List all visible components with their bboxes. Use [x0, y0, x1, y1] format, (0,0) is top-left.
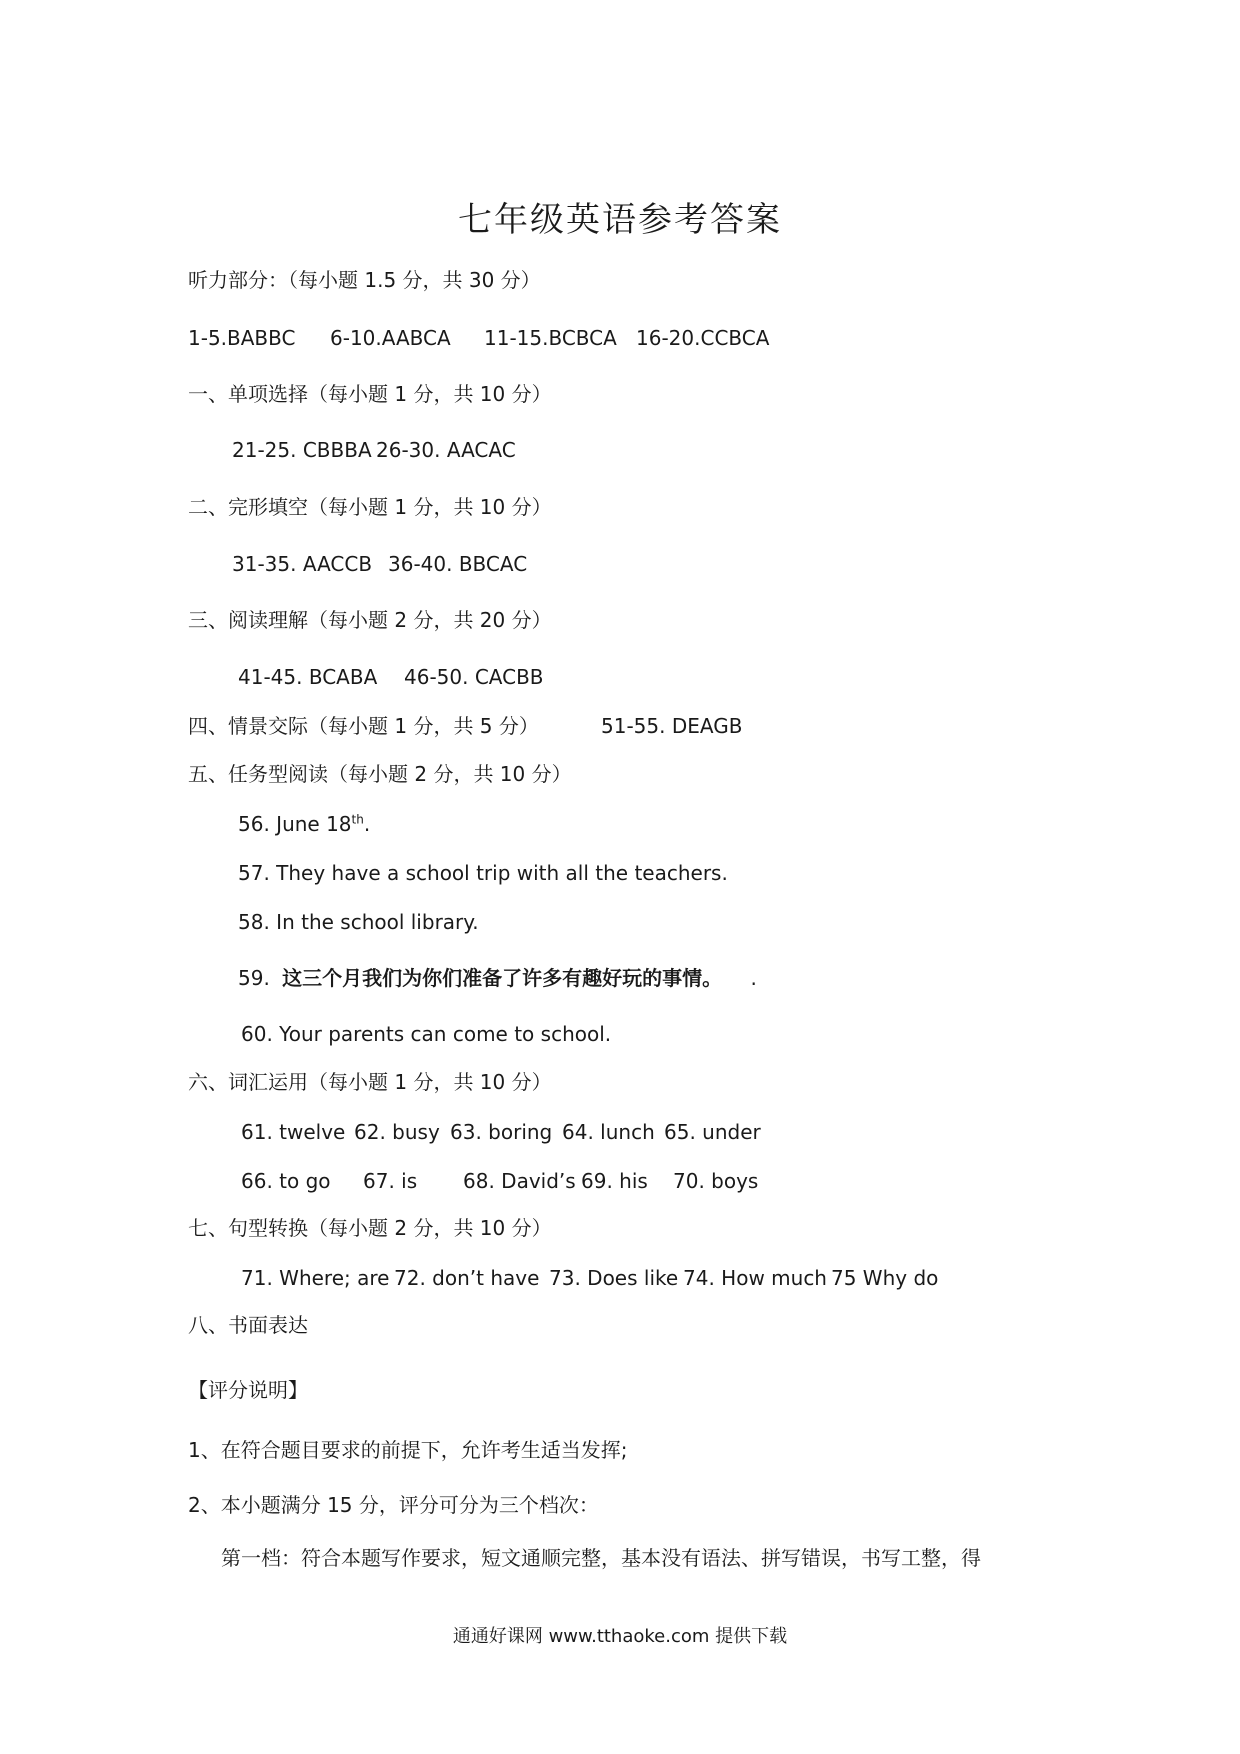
- answer-59-number: 59.: [238, 966, 270, 990]
- answer-60: 60. Your parents can come to school.: [241, 1022, 612, 1046]
- answer-61: 61. twelve: [241, 1120, 346, 1144]
- section-4-row: [188, 714, 742, 738]
- section-2-heading: 二、完形填空（每小题 1 分，共 10 分）: [188, 495, 552, 519]
- section-7-answers: [241, 1266, 938, 1290]
- section-3-heading: 三、阅读理解（每小题 2 分，共 20 分）: [188, 608, 552, 632]
- footer-source: 通通好课网 www.tthaoke.com 提供下载: [452, 1626, 788, 1647]
- answer-21-25: 21-25. CBBBA: [232, 438, 372, 462]
- answer-36-40: 36-40. BBCAC: [388, 552, 528, 576]
- page-title: 七年级英语参考答案: [458, 200, 782, 240]
- answer-1-5: 1-5.BABBC: [188, 326, 296, 350]
- answer-69: 69. his: [581, 1169, 648, 1193]
- answer-11-15: 11-15.BCBCA: [484, 326, 617, 350]
- answer-66: 66. to go: [241, 1169, 331, 1193]
- section-5-heading: 五、任务型阅读（每小题 2 分，共 10 分）: [188, 762, 572, 786]
- answer-70: 70. boys: [673, 1169, 759, 1193]
- answer-51-55: 51-55. DEAGB: [601, 714, 743, 738]
- answer-73: 73. Does like: [549, 1266, 679, 1290]
- answer-59: [238, 966, 757, 990]
- section-4-heading: 四、情景交际（每小题 1 分，共 5 分）: [188, 714, 539, 738]
- section-6-row-2: [241, 1169, 758, 1193]
- answer-71: 71. Where; are: [241, 1266, 390, 1290]
- answer-64: 64. lunch: [562, 1120, 655, 1144]
- listening-answers: [188, 326, 769, 350]
- answer-56-sup: th: [351, 812, 364, 827]
- grading-point-1: 1、在符合题目要求的前提下，允许考生适当发挥;: [188, 1438, 628, 1462]
- answer-41-45: 41-45. BCABA: [238, 665, 378, 689]
- answer-67: 67. is: [363, 1169, 418, 1193]
- answer-74: 74. How much: [683, 1266, 827, 1290]
- grading-point-3: 第一档：符合本题写作要求，短文通顺完整，基本没有语法、拼写错误，书写工整，得: [221, 1546, 981, 1570]
- answer-56-end: .: [363, 812, 371, 836]
- section-6-row-1: [241, 1120, 761, 1144]
- answer-63: 63. boring: [450, 1120, 553, 1144]
- answer-58: 58. In the school library.: [238, 910, 479, 934]
- section-2-answers: [232, 552, 527, 576]
- answer-72: 72. don’t have: [394, 1266, 540, 1290]
- answer-65: 65. under: [664, 1120, 761, 1144]
- grading-heading: 【评分说明】: [188, 1378, 308, 1402]
- grading-point-2: 2、本小题满分 15 分，评分可分为三个档次：: [188, 1493, 599, 1517]
- section-3-answers: [238, 665, 544, 689]
- answer-68: 68. David’s: [463, 1169, 576, 1193]
- section-8-heading: 八、书面表达: [188, 1313, 308, 1337]
- listening-heading: 听力部分：（每小题 1.5 分，共 30 分）: [188, 268, 541, 292]
- section-1-heading: 一、单项选择（每小题 1 分，共 10 分）: [188, 382, 552, 406]
- answer-56-text: 56. June 18: [238, 812, 352, 836]
- answer-75: 75 Why do: [831, 1266, 939, 1290]
- answer-26-30: 26-30. AACAC: [376, 438, 516, 462]
- answer-31-35: 31-35. AACCB: [232, 552, 373, 576]
- section-1-answers: [232, 438, 516, 462]
- answer-6-10: 6-10.AABCA: [330, 326, 451, 350]
- section-6-heading: 六、词汇运用（每小题 1 分，共 10 分）: [188, 1070, 552, 1094]
- answer-59-dot: .: [750, 966, 757, 990]
- answer-46-50: 46-50. CACBB: [404, 665, 544, 689]
- answer-62: 62. busy: [354, 1120, 440, 1144]
- answer-16-20: 16-20.CCBCA: [636, 326, 770, 350]
- answer-57: 57. They have a school trip with all the teachers.: [238, 861, 728, 885]
- answer-56: [238, 812, 370, 836]
- section-7-heading: 七、句型转换（每小题 2 分，共 10 分）: [188, 1216, 552, 1240]
- answer-59-text: 这三个月我们为你们准备了许多有趣好玩的事情。: [282, 966, 723, 990]
